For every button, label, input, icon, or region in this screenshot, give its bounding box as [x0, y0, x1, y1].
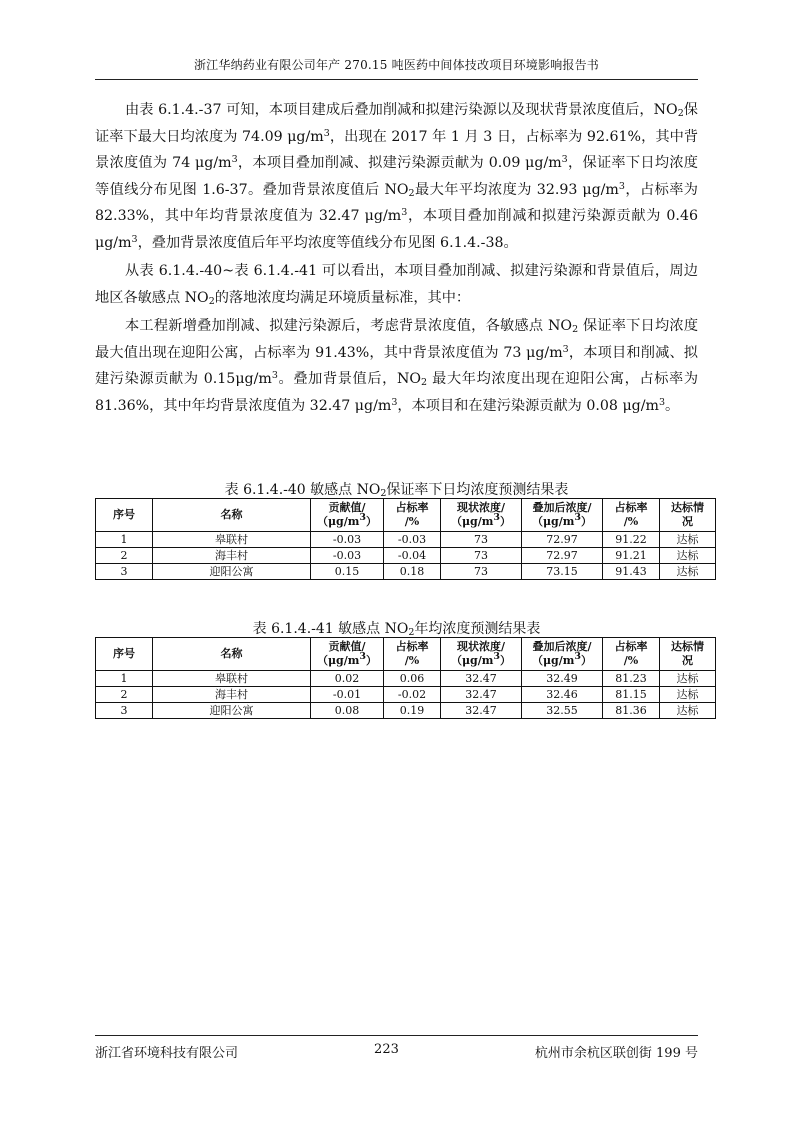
table2-header-ratio — [384, 638, 441, 671]
table1-caption-a: 表 6.1.4.-40 敏感点 NO — [224, 482, 381, 498]
p3-text-7: 。 — [665, 397, 680, 414]
cell-no: 1 — [96, 671, 153, 687]
cell-sum: 32.46 — [522, 687, 603, 703]
table1-header-ratio2 — [603, 499, 660, 532]
cell-no: 2 — [96, 687, 153, 703]
p3-text-4: 。叠加背景值后，NO — [277, 371, 422, 387]
table2-header-ratio2 — [603, 638, 660, 671]
table1-header-row — [96, 499, 716, 532]
header-title: 浙江华纳药业有限公司年产 270.15 吨医药中间体技改项目环境影响报告书 — [193, 58, 600, 72]
cell-contrib: 0.15 — [311, 564, 384, 580]
cell-ratio2: 91.43 — [603, 564, 660, 580]
p1-text-4: ，本项目叠加削减、拟建污染源贡献为 0.09 μg/m — [237, 155, 562, 171]
table1-header-sum — [522, 499, 603, 532]
cell-sum: 32.55 — [522, 703, 603, 719]
table2-caption-sub: 2 — [408, 627, 415, 638]
cell-ratio: -0.04 — [384, 548, 441, 564]
p1-text-8: ，本项目叠加削减和拟建污染源贡献为 0.46 μg/m — [95, 208, 698, 251]
paragraph-2 — [95, 258, 698, 311]
cell-contrib: 0.08 — [311, 703, 384, 719]
p3-sup-4: 3 — [658, 396, 666, 408]
p1-text-9: ，叠加背景浓度值后年平均浓度等值线分布见图 6.1.4.-38。 — [137, 234, 518, 251]
t1h-current-b: （μg/m — [450, 515, 494, 528]
cell-current: 32.47 — [441, 703, 522, 719]
cell-name: 迎阳公寓 — [153, 703, 311, 719]
cell-sum: 72.97 — [522, 548, 603, 564]
cell-contrib: -0.01 — [311, 687, 384, 703]
p1-sub-1: 2 — [677, 108, 684, 119]
table2-header-sum — [522, 638, 603, 671]
t1h-status-b: 况 — [682, 515, 693, 528]
p1-sup-4: 3 — [618, 180, 625, 192]
p1-text-5: ，保证率下日均浓度等值线分布见图 1.6-37。叠加背景浓度值后 NO — [95, 155, 698, 198]
t1h-status-a: 达标情 — [671, 501, 704, 514]
cell-current: 73 — [441, 532, 522, 548]
cell-sum: 32.49 — [522, 671, 603, 687]
cell-current: 73 — [441, 564, 522, 580]
t1h-contrib-c: ） — [366, 515, 378, 528]
p1-sup-2: 3 — [231, 154, 238, 165]
t1h-contrib-sup: 3 — [359, 512, 367, 523]
t2h-status-a: 达标情 — [671, 640, 704, 653]
p1-sup-5: 3 — [401, 207, 408, 218]
table1-caption — [95, 479, 698, 499]
cell-status: 达标 — [660, 548, 716, 564]
cell-name: 皋联村 — [153, 532, 311, 548]
cell-current: 32.47 — [441, 671, 522, 687]
cell-no: 2 — [96, 548, 153, 564]
table-row — [96, 532, 716, 548]
table2-caption — [95, 618, 698, 638]
table2-header-current — [441, 638, 522, 671]
paragraph-1 — [95, 97, 698, 256]
page-footer — [95, 1035, 698, 1061]
cell-status: 达标 — [660, 687, 716, 703]
cell-ratio: -0.03 — [384, 532, 441, 548]
cell-current: 32.47 — [441, 687, 522, 703]
t1h-sum-b: （μg/m — [531, 515, 575, 528]
t2h-contrib-sup: 3 — [359, 651, 367, 662]
t2h-contrib-a: 贡献值/ — [328, 640, 366, 653]
cell-no: 1 — [96, 532, 153, 548]
p3-text-5: 最大年均浓度出现在迎阳公寓，占标率为 81.36%，其中年均背景浓度值为 32.47 μg/m — [95, 371, 699, 414]
cell-status: 达标 — [660, 564, 716, 580]
paragraph-3 — [95, 313, 698, 419]
t1h-ratio2-b: /% — [623, 515, 639, 528]
p3-text-6: ，本项目和在建污染源贡献为 0.08 μg/m — [397, 397, 659, 414]
table1-header-no: 序号 — [96, 499, 153, 532]
t2h-sum-c: ） — [581, 654, 593, 667]
t2h-sum-sup: 3 — [574, 651, 582, 662]
t1h-current-c: ） — [500, 515, 512, 528]
p3-text-3: ，本项目和削减、拟建污染源贡献为 0.15μg/m — [95, 344, 698, 387]
cell-name: 海丰村 — [153, 687, 311, 703]
p3-sub-2: 2 — [421, 377, 428, 388]
t1h-sum-a: 叠加后浓度/ — [532, 501, 592, 514]
table-row — [96, 687, 716, 703]
cell-no: 3 — [96, 703, 153, 719]
t2h-contrib-c: ） — [366, 654, 378, 667]
p3-text-1: 本工程新增叠加削减、拟建污染源后，考虑背景浓度值，各敏感点 NO — [125, 318, 573, 334]
p1-sup-6: 3 — [131, 233, 138, 245]
cell-ratio2: 91.21 — [603, 548, 660, 564]
table1-caption-sub: 2 — [380, 488, 387, 499]
table2-header-name: 名称 — [153, 638, 311, 671]
table1-header-name: 名称 — [153, 499, 311, 532]
p1-sub-2: 2 — [408, 187, 415, 199]
t1h-contrib-a: 贡献值/ — [328, 501, 366, 514]
table-row — [96, 564, 716, 580]
cell-ratio2: 91.22 — [603, 532, 660, 548]
p1-text-6: 最大年平均浓度为 32.93 μg/m — [414, 181, 619, 198]
t1h-sum-c: ） — [581, 515, 593, 528]
table1-header-contrib — [311, 499, 384, 532]
cell-contrib: -0.03 — [311, 548, 384, 564]
t1h-sum-sup: 3 — [574, 512, 582, 523]
table2 — [95, 637, 716, 719]
t2h-current-b: （μg/m — [450, 654, 494, 667]
table1-header-status — [660, 499, 716, 532]
body-text — [95, 97, 698, 421]
table1-caption-b: 保证率下日均浓度预测结果表 — [386, 482, 569, 498]
t2h-ratio-b: /% — [404, 654, 420, 667]
table-row — [96, 671, 716, 687]
t2h-sum-b: （μg/m — [531, 654, 575, 667]
p3-sup-3: 3 — [391, 396, 398, 408]
t2h-ratio-a: 占标率 — [395, 640, 429, 653]
cell-no: 3 — [96, 564, 153, 580]
cell-ratio2: 81.15 — [603, 687, 660, 703]
table2-header-status — [660, 638, 716, 671]
t2h-current-sup: 3 — [493, 651, 501, 662]
p3-sup-2: 3 — [271, 370, 278, 381]
table2-header-no: 序号 — [96, 638, 153, 671]
t1h-contrib-b: （μg/m — [316, 515, 360, 528]
t2h-contrib-b: （μg/m — [316, 654, 360, 667]
cell-name: 海丰村 — [153, 548, 311, 564]
cell-ratio2: 81.36 — [603, 703, 660, 719]
footer-address: 杭州市余杭区联创街 199 号 — [534, 1046, 698, 1061]
cell-sum: 73.15 — [522, 564, 603, 580]
t2h-current-a: 现状浓度/ — [456, 640, 506, 653]
cell-contrib: -0.03 — [311, 532, 384, 548]
cell-ratio: 0.18 — [384, 564, 441, 580]
cell-contrib: 0.02 — [311, 671, 384, 687]
cell-sum: 72.97 — [522, 532, 603, 548]
table-row — [96, 548, 716, 564]
p2-sub-1: 2 — [208, 295, 215, 307]
cell-status: 达标 — [660, 671, 716, 687]
p1-text-1: 由表 6.1.4.-37 可知，本项目建成后叠加削减和拟建污染源以及现状背景浓度值后，NO — [125, 102, 678, 118]
t2h-sum-a: 叠加后浓度/ — [532, 640, 592, 653]
cell-ratio: 0.19 — [384, 703, 441, 719]
p2-text-1: 从表 6.1.4.-40~表 6.1.4.-41 可以看出，本项目叠加削减、拟建污染源和背景值后，周边地区各敏感点 NO — [95, 263, 698, 306]
table2-caption-a: 表 6.1.4.-41 敏感点 NO — [252, 621, 409, 637]
t2h-ratio2-b: /% — [623, 654, 639, 667]
t2h-ratio2-a: 占标率 — [614, 640, 648, 653]
t1h-ratio-b: /% — [404, 515, 420, 528]
p3-sup-1: 3 — [562, 343, 569, 355]
cell-status: 达标 — [660, 703, 716, 719]
t1h-ratio2-a: 占标率 — [614, 501, 648, 514]
cell-status: 达标 — [660, 532, 716, 548]
table1-header-current — [441, 499, 522, 532]
p1-sup-3: 3 — [561, 154, 568, 165]
cell-ratio: -0.02 — [384, 687, 441, 703]
table1-header-ratio — [384, 499, 441, 532]
cell-name: 皋联村 — [153, 671, 311, 687]
cell-current: 73 — [441, 548, 522, 564]
t2h-status-b: 况 — [682, 654, 693, 667]
p3-sub-1: 2 — [572, 324, 579, 335]
footer-company: 浙江省环境科技有限公司 — [95, 1046, 239, 1061]
cell-ratio2: 81.23 — [603, 671, 660, 687]
t2h-current-c: ） — [500, 654, 512, 667]
p1-text-7: ，占标率为 82.33%，其中年均背景浓度值为 32.47 μg/m — [95, 181, 698, 224]
cell-ratio: 0.06 — [384, 671, 441, 687]
p3-text-2: 保证率下日均浓度最大值出现在迎阳公寓，占标率为 91.43%，其中背景浓度值为 73 μg/m — [95, 318, 699, 361]
p1-text-3: ，出现在 2017 年 1 月 3 日，占标率为 92.61%，其中背景浓度值为 74 μg/m — [95, 128, 699, 171]
t1h-current-sup: 3 — [493, 512, 501, 523]
cell-name: 迎阳公寓 — [153, 564, 311, 580]
t1h-ratio-a: 占标率 — [395, 501, 429, 514]
page-header — [95, 56, 698, 80]
p2-text-2: 的落地浓度均满足环境质量标准，其中： — [214, 289, 471, 306]
p1-sup-1: 3 — [323, 127, 330, 139]
table2-header-contrib — [311, 638, 384, 671]
table-row — [96, 703, 716, 719]
table2-header-row — [96, 638, 716, 671]
table1 — [95, 498, 716, 580]
t1h-current-a: 现状浓度/ — [456, 501, 506, 514]
p1-text-2: 保证率下最大日均浓度为 74.09 μg/m — [95, 102, 698, 145]
footer-page-number: 223 — [374, 1042, 399, 1057]
table2-caption-b: 年均浓度预测结果表 — [414, 621, 541, 637]
